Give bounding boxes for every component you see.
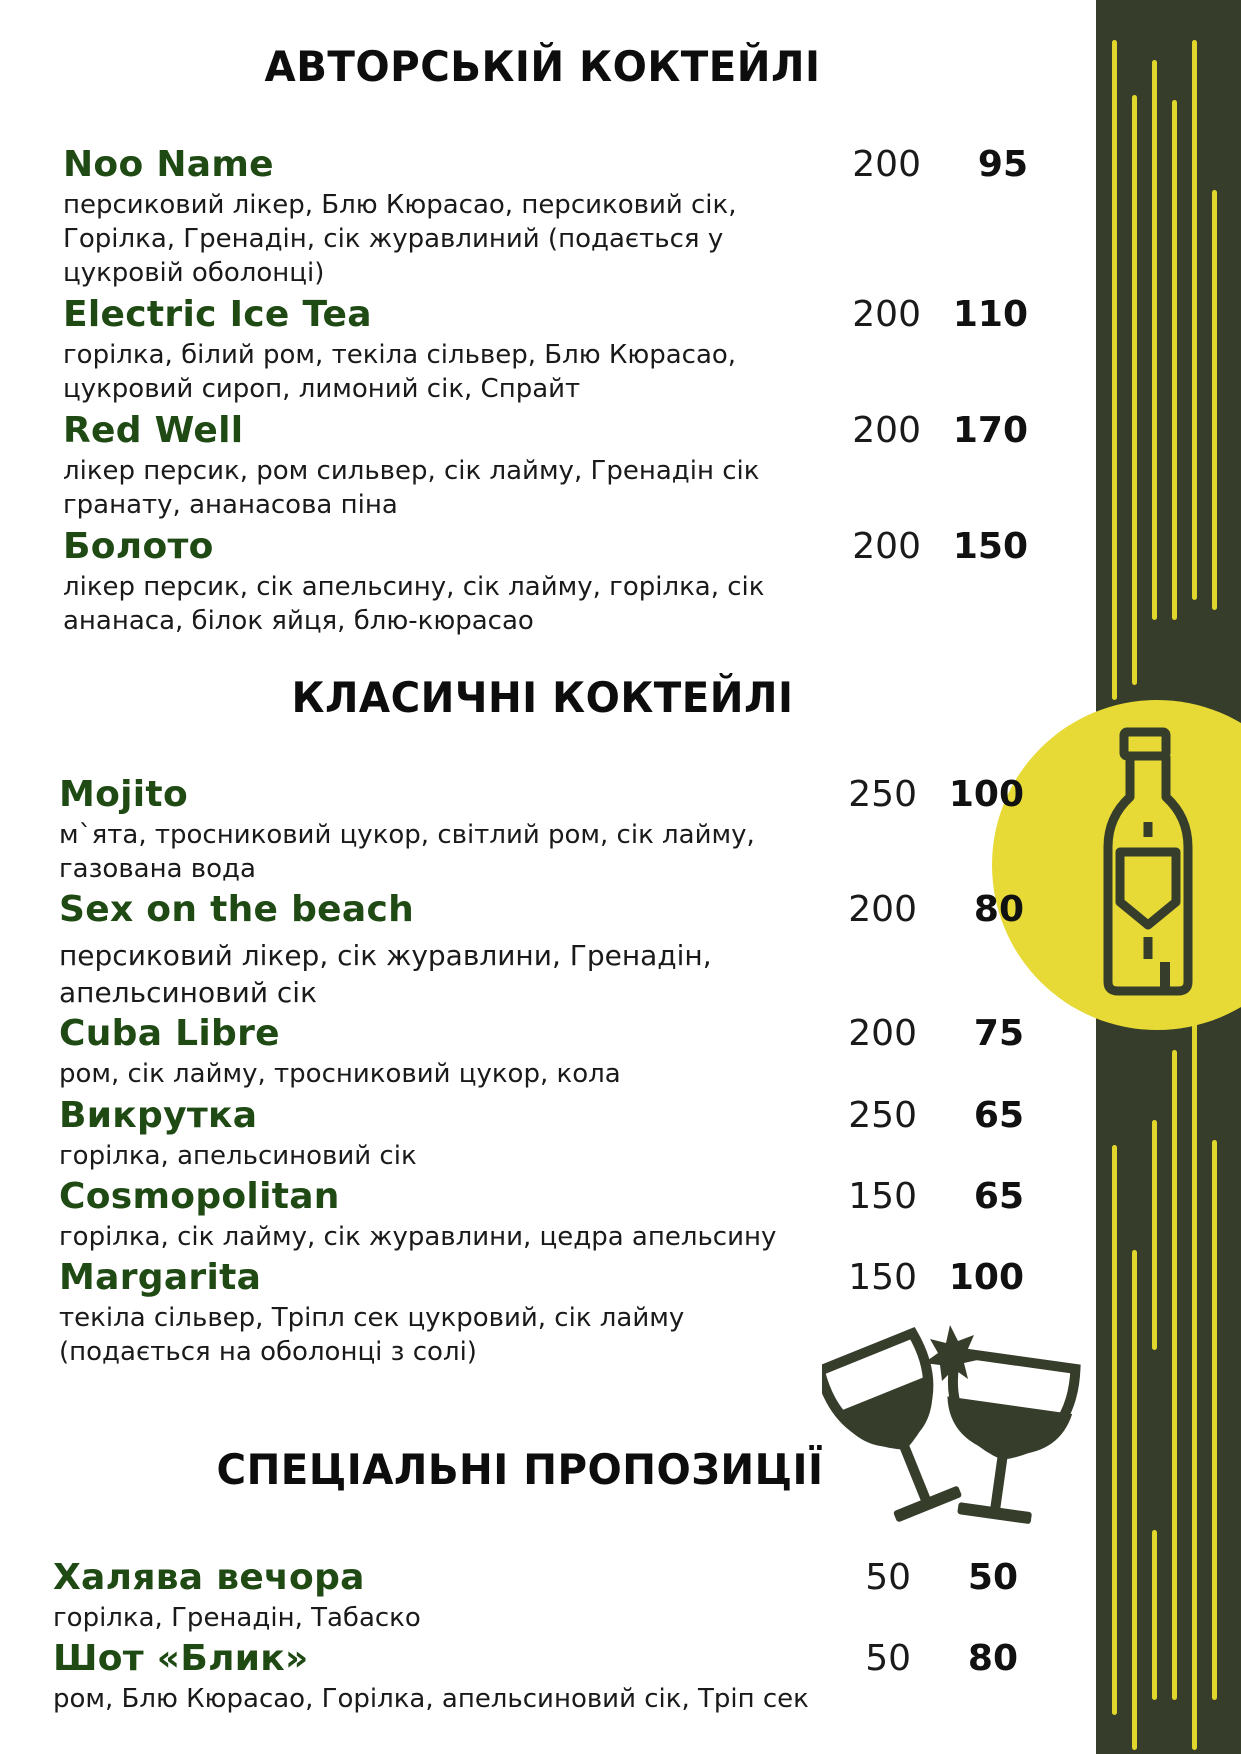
item-price: 110 (952, 294, 1028, 335)
item-volume: 250 (848, 1095, 917, 1136)
item-description (59, 818, 755, 886)
description-line: ром, Блю Кюрасао, Горілка, апельсиновий сік, Тріп сек (53, 1684, 809, 1714)
item-price: 80 (967, 1638, 1018, 1679)
description-line: цукровій оболонці) (63, 258, 325, 288)
item-price: 80 (973, 889, 1024, 930)
decorative-stripe (1152, 1120, 1157, 1350)
description-line: горілка, сік лайму, сік журавлини, цедра апельсину (59, 1222, 777, 1252)
decorative-stripe (1152, 60, 1157, 620)
item-description (63, 454, 759, 522)
item-name: Болото (63, 526, 214, 567)
item-description (59, 1057, 621, 1091)
item-description (63, 570, 764, 638)
description-line: персиковий лікер, сік журавлини, Гренадін, (59, 939, 712, 972)
decorative-stripe (1112, 40, 1117, 700)
description-line: текіла сільвер, Тріпл сек цукровий, сік лайму (59, 1303, 685, 1333)
item-description (59, 1139, 417, 1173)
decorative-stripe (1132, 95, 1137, 685)
item-description (63, 338, 736, 406)
description-line: ром, сік лайму, тросниковий цукор, кола (59, 1059, 621, 1089)
decorative-stripe (1212, 190, 1217, 610)
item-volume: 200 (852, 410, 921, 451)
item-name: Red Well (63, 410, 244, 451)
item-price: 150 (952, 526, 1028, 567)
description-line: (подається на оболонці з солі) (59, 1337, 477, 1367)
description-line: м`ята, тросниковий цукор, світлий ром, сік лайму, (59, 820, 755, 850)
item-volume: 250 (848, 774, 917, 815)
description-line: персиковий лікер, Блю Кюрасао, персиковий сік, (63, 190, 737, 220)
description-line: апельсиновий сік (59, 976, 318, 1009)
item-volume: 50 (865, 1557, 911, 1598)
item-name: Cuba Libre (59, 1013, 280, 1054)
item-price: 100 (948, 774, 1024, 815)
item-description (63, 188, 737, 290)
item-name: Mojito (59, 774, 188, 815)
item-description (59, 1301, 684, 1369)
section-title: СПЕЦІАЛЬНІ ПРОПОЗИЦІЇ (216, 1445, 824, 1494)
item-price: 75 (973, 1013, 1024, 1054)
description-line: горілка, білий ром, текіла сільвер, Блю Кюрасао, (63, 340, 737, 370)
decorative-stripe (1212, 1140, 1217, 1700)
section-title: АВТОРСЬКІЙ КОКТЕЙЛІ (264, 42, 821, 91)
decorative-stripe (1132, 1250, 1137, 1750)
description-line: лікер персик, ром сильвер, сік лайму, Гренадін сік (63, 456, 760, 486)
item-volume: 200 (852, 144, 921, 185)
item-volume: 200 (852, 294, 921, 335)
item-price: 170 (952, 410, 1028, 451)
item-description (59, 1220, 776, 1254)
item-price: 50 (967, 1557, 1018, 1598)
item-name: Sex on the beach (59, 889, 415, 930)
bottle-icon (1100, 727, 1195, 997)
item-description (59, 937, 712, 1011)
item-volume: 200 (848, 1013, 917, 1054)
item-price: 100 (948, 1257, 1024, 1298)
description-line: цукровий сироп, лимоний сік, Спрайт (63, 374, 581, 404)
description-line: лікер персик, сік апельсину, сік лайму, горілка, сік (63, 572, 765, 602)
item-price: 65 (973, 1095, 1024, 1136)
item-volume: 150 (848, 1257, 917, 1298)
item-description (53, 1682, 809, 1716)
wine-glasses-cheers-icon (822, 1325, 1082, 1535)
description-line: Горілка, Гренадін, сік журавлиний (подається у (63, 224, 724, 254)
item-name: Викрутка (59, 1095, 258, 1136)
description-line: горілка, Гренадін, Табаско (53, 1603, 421, 1633)
description-line: гранату, ананасова піна (63, 490, 398, 520)
description-line: газована вода (59, 854, 256, 884)
decorative-stripe (1172, 1050, 1177, 1700)
item-description (53, 1601, 421, 1635)
description-line: ананаса, білок яйця, блю-кюрасао (63, 606, 534, 636)
item-volume: 50 (865, 1638, 911, 1679)
item-price: 65 (973, 1176, 1024, 1217)
decorative-stripe (1192, 1020, 1197, 1750)
item-name: Халява вечора (53, 1557, 365, 1598)
item-name: Шот «Блик» (53, 1638, 309, 1679)
item-name: Noo Name (63, 144, 274, 185)
section-title: КЛАСИЧНІ КОКТЕЙЛІ (291, 673, 794, 722)
decorative-stripe (1172, 100, 1177, 620)
item-name: Cosmopolitan (59, 1176, 340, 1217)
item-volume: 200 (852, 526, 921, 567)
item-volume: 200 (848, 889, 917, 930)
decorative-stripe (1192, 40, 1197, 600)
decorative-stripe (1112, 1145, 1117, 1715)
item-price: 95 (977, 144, 1028, 185)
description-line: горілка, апельсиновий сік (59, 1141, 417, 1171)
item-name: Electric Ice Tea (63, 294, 372, 335)
decorative-stripe (1152, 1530, 1157, 1700)
item-name: Margarita (59, 1257, 262, 1298)
item-volume: 150 (848, 1176, 917, 1217)
